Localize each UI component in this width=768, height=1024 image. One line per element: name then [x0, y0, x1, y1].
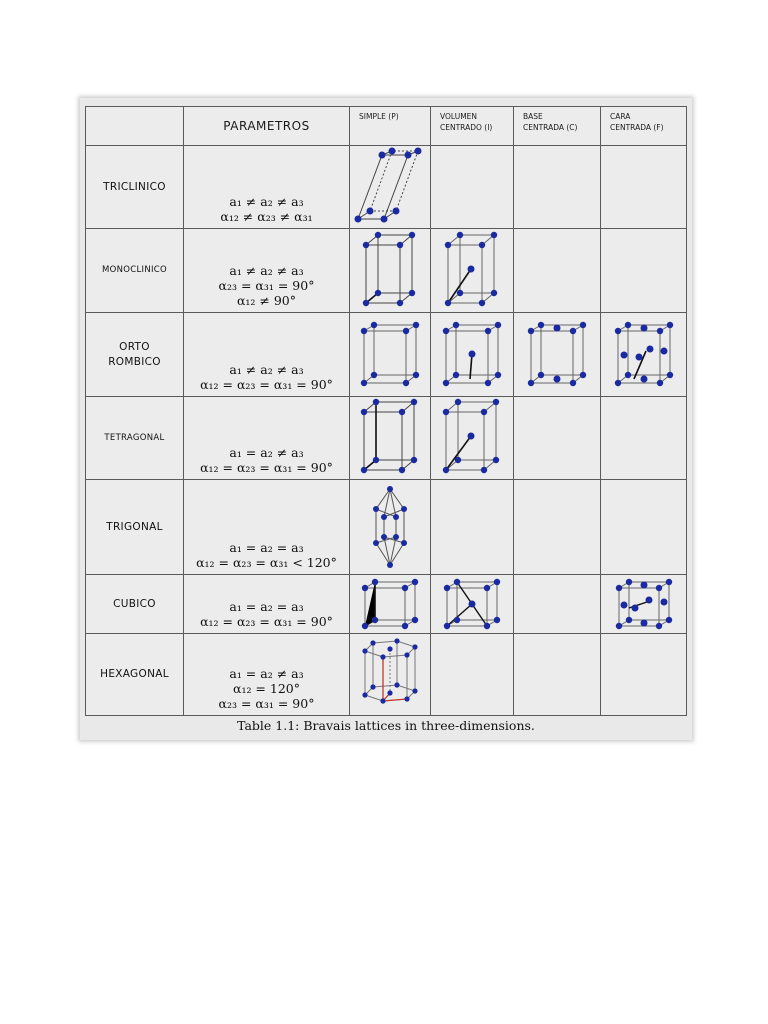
header-simple-label: SIMPLE (P): [359, 112, 399, 121]
orthorhombic-face-centered-lattice-icon: [612, 319, 676, 391]
header-body-centered: [431, 107, 514, 146]
body-centered-cell: [431, 480, 514, 575]
face-centered-cell: [601, 313, 687, 397]
header-face-centered: [601, 107, 687, 146]
base-centered-cell: [514, 146, 601, 229]
monoclinic-body-centered-lattice-icon: [442, 231, 502, 311]
parameter-line: a₁ = a₂ ≠ a₃: [229, 666, 304, 681]
parameters-cell: [184, 313, 350, 397]
system-name-cell: [86, 397, 184, 480]
parameter-line: a₁ ≠ a₂ ≠ a₃: [229, 194, 304, 209]
system-name: MONOCLINICO: [101, 265, 168, 275]
parameter-line: α₁₂ ≠ 90°: [236, 293, 297, 308]
table-row: [86, 229, 687, 313]
face-centered-cell: [601, 397, 687, 480]
parameters-cell: [184, 575, 350, 634]
body-centered-cell: [431, 229, 514, 313]
tetragonal-body-centered-lattice-icon: [440, 398, 504, 478]
parameter-line: α₁₂ = α₂₃ = α₃₁ = 90°: [200, 377, 333, 392]
cubic-simple-lattice-icon: [359, 578, 421, 630]
tetragonal-simple-lattice-icon: [358, 398, 422, 478]
base-centered-cell: [514, 313, 601, 397]
system-name: TRICLINICO: [103, 180, 166, 193]
cubic-body-centered-lattice-icon: [441, 578, 503, 630]
face-centered-cell: [601, 575, 687, 634]
header-base-centered: [514, 107, 601, 146]
orthorhombic-base-centered-lattice-icon: [525, 319, 589, 391]
parameter-line: a₁ ≠ a₂ ≠ a₃: [229, 263, 304, 278]
parameter-line: α₁₂ = α₂₃ = α₃₁ = 90°: [200, 614, 333, 629]
parameter-line: a₁ = a₂ = a₃: [229, 599, 304, 614]
face-centered-cell: [601, 634, 687, 716]
system-name-cell: [86, 313, 184, 397]
simple-cell: [350, 480, 431, 575]
parameter-line: α₂₃ = α₃₁ = 90°: [218, 278, 315, 293]
system-name: HEXAGONAL: [100, 668, 169, 680]
parameter-line: a₁ ≠ a₂ ≠ a₃: [229, 362, 304, 377]
body-centered-cell: [431, 313, 514, 397]
cubic-face-centered-lattice-icon: [613, 578, 675, 630]
header-base-l1: BASE: [523, 112, 543, 121]
system-name: TRIGONAL: [106, 520, 163, 533]
simple-cell: [350, 229, 431, 313]
simple-cell: [350, 634, 431, 716]
header-body-l1: VOLUMEN: [440, 112, 478, 121]
system-name-cell: [86, 634, 184, 716]
parameters-cell: [184, 397, 350, 480]
base-centered-cell: [514, 634, 601, 716]
header-face-l1: CARA: [610, 112, 631, 121]
orthorhombic-body-centered-lattice-icon: [440, 319, 504, 391]
parameters-cell: [184, 146, 350, 229]
parameter-line: a₁ = a₂ = a₃: [229, 540, 304, 555]
parameters-cell: [184, 480, 350, 575]
system-name: CUBICO: [113, 597, 156, 610]
face-centered-cell: [601, 229, 687, 313]
parameter-line: α₁₂ ≠ α₂₃ ≠ α₃₁: [220, 209, 313, 224]
system-name-cell: [86, 229, 184, 313]
hexagonal-simple-lattice-icon: [357, 637, 423, 713]
system-name-line2: ROMBICO: [108, 355, 161, 368]
parameter-line: α₁₂ = 120°: [233, 681, 300, 696]
header-body-l2: CENTRADO (I): [440, 123, 493, 132]
header-base-l2: CENTRADA (C): [523, 123, 578, 132]
face-centered-cell: [601, 146, 687, 229]
scanned-page: [80, 98, 692, 740]
bravais-lattice-table: [85, 106, 687, 716]
table-caption: Table 1.1: Bravais lattices in three-dimensions.: [237, 718, 535, 733]
body-centered-cell: [431, 146, 514, 229]
system-name-cell: [86, 480, 184, 575]
base-centered-cell: [514, 229, 601, 313]
parameters-cell: [184, 634, 350, 716]
simple-cell: [350, 313, 431, 397]
header-face-l2: CENTRADA (F): [610, 123, 664, 132]
parameter-line: α₁₂ = α₂₃ = α₃₁ = 90°: [200, 460, 333, 475]
orthorhombic-simple-lattice-icon: [358, 319, 422, 391]
parameter-line: α₁₂ = α₂₃ = α₃₁ < 120°: [196, 555, 337, 570]
header-row: [86, 107, 687, 146]
simple-cell: [350, 146, 431, 229]
header-blank: [86, 107, 184, 146]
system-name: TETRAGONAL: [104, 432, 165, 443]
table-row: [86, 397, 687, 480]
body-centered-cell: [431, 397, 514, 480]
table-row: [86, 313, 687, 397]
table-row: [86, 634, 687, 716]
simple-cell: [350, 575, 431, 634]
header-parametros: PARAMETROS: [184, 107, 350, 146]
triclinic-simple-lattice-icon: [352, 147, 428, 227]
body-centered-cell: [431, 634, 514, 716]
system-name: ORTO: [119, 340, 150, 353]
base-centered-cell: [514, 575, 601, 634]
base-centered-cell: [514, 397, 601, 480]
parameters-cell: [184, 229, 350, 313]
header-simple: [350, 107, 431, 146]
system-name-cell: [86, 575, 184, 634]
parameter-line: a₁ = a₂ ≠ a₃: [229, 445, 304, 460]
trigonal-simple-lattice-icon: [370, 485, 410, 569]
monoclinic-simple-lattice-icon: [360, 231, 420, 311]
body-centered-cell: [431, 575, 514, 634]
simple-cell: [350, 397, 431, 480]
parameter-line: α₂₃ = α₃₁ = 90°: [218, 696, 315, 711]
face-centered-cell: [601, 480, 687, 575]
table-row: [86, 146, 687, 229]
table-row: [86, 575, 687, 634]
base-centered-cell: [514, 480, 601, 575]
system-name-cell: [86, 146, 184, 229]
table-row: [86, 480, 687, 575]
